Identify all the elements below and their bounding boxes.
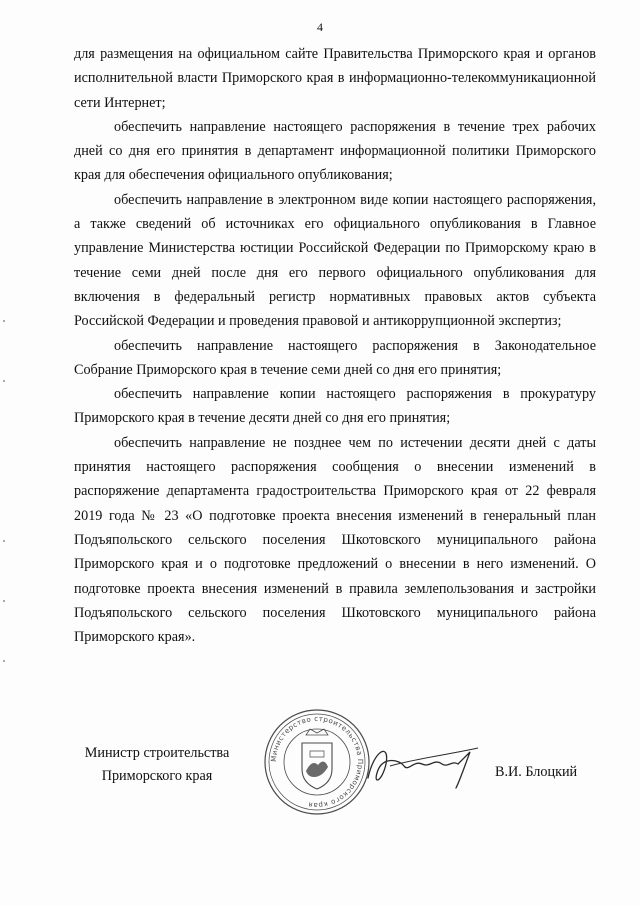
signatory-title bbox=[72, 742, 242, 788]
scan-margin-mark bbox=[3, 600, 5, 602]
official-seal-icon bbox=[262, 707, 372, 817]
scan-margin-mark bbox=[3, 660, 5, 662]
signatory-name: В.И. Блоцкий bbox=[495, 764, 578, 780]
scan-margin-mark bbox=[3, 320, 5, 322]
paragraph: обеспечить направление не позднее чем по истечении десяти дней с даты принятия настоящего распоряжения сообщения о внесении изменений в распоряжение департамента градостроительства Приморского края от 22 февраля 2019 года № 23 «О подготовке проекта внесения изменений в генеральный план Подъяпольского сельского поселения Шкотовского муниципального района Приморского края и о подготовке предложений о внесении в него изменений. О подготовке проекта внесения изменений в правила землепользования и застройки Подъяпольского сельского поселения Шкотовского муниципального района Приморского края». bbox=[74, 434, 596, 646]
signatory-title-line1: Министр строительства bbox=[84, 745, 230, 761]
page-number: 4 bbox=[317, 20, 323, 34]
paragraph: обеспечить направление настоящего распоряжения в Законодательное Собрание Приморского края в течение семи дней со дня его принятия; bbox=[74, 337, 596, 378]
handwritten-signature-icon bbox=[360, 730, 490, 800]
paragraph: обеспечить направление настоящего распоряжения в течение трех рабочих дней со дня его принятия в департамент информационной политики Приморского края для обеспечения официального опубликования; bbox=[74, 118, 596, 184]
scan-margin-mark bbox=[3, 540, 5, 542]
scan-margin-mark bbox=[3, 380, 5, 382]
signature-block bbox=[0, 714, 640, 880]
paragraph: обеспечить направление в электронном виде копии настоящего распоряжения, а также сведений об источниках его официального опубликования в Главное управление Министерства юстиции Российской Федерации по Приморскому краю в течение семи дней после дня его первого официального опубликования для включения в федеральный регистр нормативных правовых актов субъекта Российской Федерации и проведения правовой и антикоррупционной экспертиз; bbox=[74, 191, 596, 330]
seal-text: Министерство строительства Приморского края bbox=[269, 714, 365, 810]
paragraph: обеспечить направление копии настоящего распоряжения в прокуратуру Приморского края в течение десяти дней со дня его принятия; bbox=[74, 386, 596, 427]
paragraph-continuation: для размещения на официальном сайте Правительства Приморского края и органов исполнительной власти Приморского края в информационно-телекоммуникационной сети Интернет; bbox=[74, 46, 596, 111]
document-body bbox=[74, 42, 596, 649]
signatory-title-line2: Приморского края bbox=[101, 768, 213, 784]
